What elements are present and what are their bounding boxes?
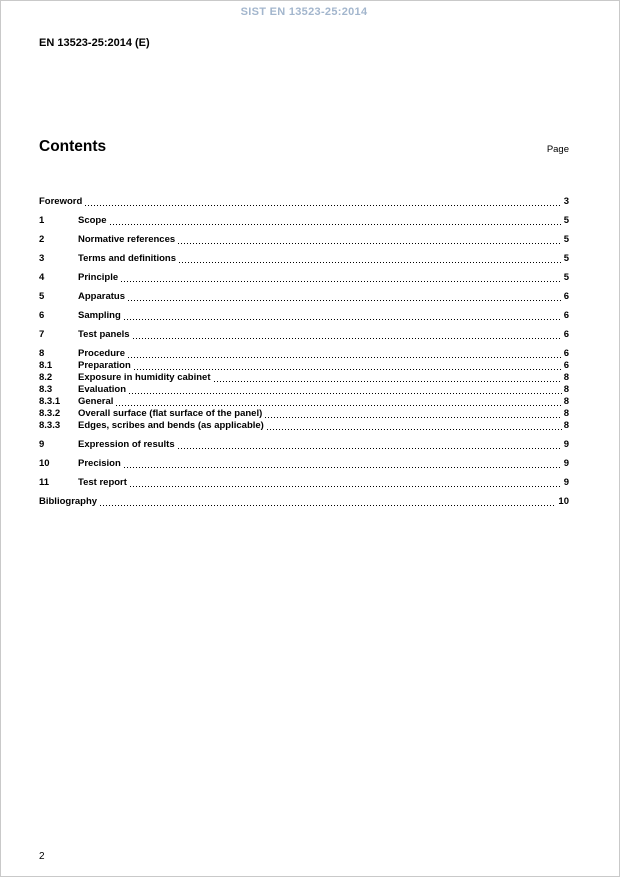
toc-entry-title: Terms and definitions xyxy=(78,253,177,264)
toc-entry xyxy=(39,384,569,396)
toc-entry xyxy=(39,477,569,489)
toc-entry-number: 6 xyxy=(39,310,45,321)
toc-leader-dots xyxy=(267,429,562,430)
toc-entry-title: Evaluation xyxy=(78,384,127,395)
toc-leader-dots xyxy=(133,338,562,339)
toc-leader-dots xyxy=(214,381,562,382)
table-of-contents xyxy=(39,196,569,508)
toc-leader-dots xyxy=(128,357,562,358)
toc-leader-dots xyxy=(129,393,562,394)
toc-entry-title: Exposure in humidity cabinet xyxy=(78,372,211,383)
toc-entry xyxy=(39,396,569,408)
toc-entry-number: 8.2 xyxy=(39,372,53,383)
toc-entry-page: 8 xyxy=(563,408,569,419)
toc-leader-dots xyxy=(130,486,562,487)
toc-entry-page: 5 xyxy=(563,272,569,283)
toc-entry-title: Edges, scribes and bends (as applicable) xyxy=(78,420,264,431)
toc-entry-title: Expression of results xyxy=(78,439,175,450)
contents-header xyxy=(39,138,569,156)
toc-entry-page: 9 xyxy=(563,477,569,488)
toc-entry xyxy=(39,348,569,360)
toc-entry-title: Bibliography xyxy=(39,496,98,507)
toc-entry-page: 3 xyxy=(563,196,569,207)
toc-entry xyxy=(39,196,569,208)
toc-entry-number: 2 xyxy=(39,234,45,245)
toc-leader-dots xyxy=(134,369,562,370)
toc-entry xyxy=(39,215,569,227)
toc-entry xyxy=(39,253,569,265)
toc-entry-title: Scope xyxy=(78,215,107,226)
toc-entry-title: Test panels xyxy=(78,329,130,340)
toc-leader-dots xyxy=(116,405,561,406)
toc-entry-number: 8.3 xyxy=(39,384,53,395)
toc-entry-title: Sampling xyxy=(78,310,121,321)
toc-entry-number: 3 xyxy=(39,253,45,264)
toc-entry-title: Overall surface (flat surface of the panel) xyxy=(78,408,263,419)
toc-leader-dots xyxy=(85,205,561,206)
toc-leader-dots xyxy=(128,300,562,301)
page-column-label: Page xyxy=(546,144,569,155)
contents-title: Contents xyxy=(39,138,107,155)
toc-entry-number: 8.1 xyxy=(39,360,53,371)
toc-entry-page: 6 xyxy=(563,360,569,371)
toc-entry xyxy=(39,291,569,303)
toc-entry xyxy=(39,439,569,451)
toc-entry-title: Test report xyxy=(78,477,127,488)
toc-entry-number: 5 xyxy=(39,291,45,302)
toc-entry-number: 8 xyxy=(39,348,45,359)
document-reference: EN 13523-25:2014 (E) xyxy=(39,37,150,49)
toc-entry-number: 8.3.1 xyxy=(39,396,61,407)
toc-entry xyxy=(39,420,569,432)
toc-entry xyxy=(39,329,569,341)
toc-entry-page: 5 xyxy=(563,234,569,245)
toc-entry xyxy=(39,360,569,372)
toc-entry xyxy=(39,310,569,322)
toc-leader-dots xyxy=(265,417,561,418)
toc-entry xyxy=(39,496,569,508)
toc-entry-page: 6 xyxy=(563,310,569,321)
toc-entry-title: Apparatus xyxy=(78,291,125,302)
toc-entry-page: 8 xyxy=(563,396,569,407)
page-number: 2 xyxy=(39,851,45,862)
toc-entry-title: Principle xyxy=(78,272,119,283)
toc-entry xyxy=(39,458,569,470)
toc-entry-page: 6 xyxy=(563,329,569,340)
toc-entry-page: 10 xyxy=(558,496,569,507)
toc-entry-page: 9 xyxy=(563,458,569,469)
toc-entry-title: Procedure xyxy=(78,348,125,359)
toc-leader-dots xyxy=(124,467,562,468)
toc-entry xyxy=(39,372,569,384)
toc-entry-page: 6 xyxy=(563,348,569,359)
toc-entry xyxy=(39,272,569,284)
toc-entry-page: 6 xyxy=(563,291,569,302)
toc-entry-title: Precision xyxy=(78,458,121,469)
toc-leader-dots xyxy=(110,224,562,225)
toc-entry-page: 9 xyxy=(563,439,569,450)
toc-entry-page: 5 xyxy=(563,253,569,264)
toc-entry-title: Foreword xyxy=(39,196,83,207)
toc-entry-title: Preparation xyxy=(78,360,131,371)
toc-entry-page: 5 xyxy=(563,215,569,226)
toc-entry xyxy=(39,234,569,246)
toc-entry-title: Normative references xyxy=(78,234,176,245)
toc-entry-number: 8.3.3 xyxy=(39,420,61,431)
toc-leader-dots xyxy=(179,262,562,263)
toc-entry xyxy=(39,408,569,420)
toc-entry-number: 7 xyxy=(39,329,45,340)
toc-entry-page: 8 xyxy=(563,384,569,395)
toc-entry-number: 8.3.2 xyxy=(39,408,61,419)
toc-leader-dots xyxy=(121,281,562,282)
toc-leader-dots xyxy=(178,243,562,244)
toc-entry-number: 4 xyxy=(39,272,45,283)
toc-entry-number: 10 xyxy=(39,458,50,469)
toc-entry-number: 1 xyxy=(39,215,45,226)
toc-entry-title: General xyxy=(78,396,114,407)
toc-entry-number: 11 xyxy=(39,477,50,488)
toc-leader-dots xyxy=(124,319,562,320)
toc-entry-page: 8 xyxy=(563,420,569,431)
toc-entry-number: 9 xyxy=(39,439,45,450)
toc-leader-dots xyxy=(100,505,556,506)
toc-leader-dots xyxy=(178,448,562,449)
sist-watermark-header: SIST EN 13523-25:2014 xyxy=(240,6,368,18)
toc-entry-page: 8 xyxy=(563,372,569,383)
